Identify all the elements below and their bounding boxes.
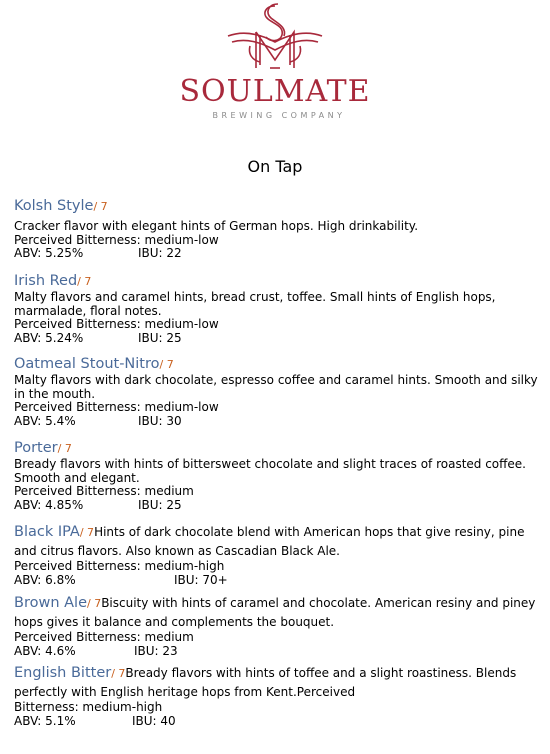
beer-name: Kolsh Style [14,198,94,214]
beer-bitterness: Perceived Bitterness: medium-low [14,232,219,247]
beer-name: Porter [14,440,58,456]
beer-item-irish-red [14,272,538,345]
beer-bitterness: Perceived Bitterness: medium [14,484,194,498]
beer-description: Biscuity with hints of caramel and chocolate. American resiny and piney hops gives it balance and complements the bouquet. [14,596,536,629]
beer-name: Irish Red [14,273,78,289]
page-title: On Tap [247,157,303,176]
beer-ibu: IBU: 40 [132,713,176,728]
beer-bitterness: Perceived Bitterness: medium-low [14,400,219,414]
beer-price: / 7 [77,275,92,288]
beer-description: Bready flavors with hints of toffee and a slight roastiness. Blends perfectly with English heritage hops from Kent.Perceived [14,666,517,699]
beer-abv: ABV: 4.6% [14,643,76,658]
beer-description: Bready flavors with hints of bittersweet chocolate and slight traces of roasted coffee. Smooth and elegant. [14,457,526,485]
beer-item-oatmeal-stout-nitro [14,355,538,428]
beer-name: Black IPA [14,524,80,540]
beer-item-brown-ale [14,594,538,658]
beer-item-kolsh-style [14,197,538,261]
brand-name: SOULMATE [179,74,371,109]
beer-price: / 7 [111,667,126,680]
soulmate-emblem-icon [220,2,330,78]
brand-tagline: BREWING COMPANY [212,111,346,120]
beer-item-black-ipa [14,523,538,587]
beer-price: / 7 [159,358,174,371]
beer-item-english-bitter [14,664,538,728]
beer-price: / 7 [87,597,102,610]
beer-description: Cracker flavor with elegant hints of German hops. High drinkability. [14,219,419,233]
beer-description: Malty flavors and caramel hints, bread crust, toffee. Small hints of English hops, marmalade, floral notes. [14,290,496,318]
beer-abv: ABV: 5.1% [14,713,76,728]
beer-price: / 7 [79,526,95,539]
beer-price: / 7 [57,442,72,455]
beer-name: Oatmeal Stout-Nitro [14,356,160,372]
beer-abv: ABV: 5.4% [14,413,76,428]
beer-ibu: IBU: 22 [138,246,182,260]
beer-price: / 7 [93,200,108,213]
beer-abv: ABV: 4.85% [14,497,84,512]
beer-ibu: IBU: 25 [138,330,182,345]
beer-name: English Bitter [14,665,112,681]
beer-ibu: IBU: 25 [138,497,182,512]
beer-abv: ABV: 5.25% [14,246,84,260]
beer-bitterness: Perceived Bitterness: medium-low [14,317,219,331]
beer-description: Hints of dark chocolate blend with American hops that give resiny, pine and citrus flavors. Also known as Cascadian Black Ale. [14,525,525,558]
beer-ibu: IBU: 23 [134,643,178,658]
beer-bitterness: Perceived Bitterness: medium [14,630,194,644]
beer-ibu: IBU: 70+ [174,572,228,587]
beer-abv: ABV: 6.8% [14,572,76,587]
beer-ibu: IBU: 30 [138,413,182,428]
beer-bitterness: Bitterness: medium-high [14,700,163,714]
beer-bitterness: Perceived Bitterness: medium-high [14,559,225,573]
beer-item-porter [14,439,538,512]
brand-logo [0,0,550,130]
beer-description: Malty flavors with dark chocolate, espresso coffee and caramel hints. Smooth and silky in the mouth. [14,373,538,401]
beer-name: Brown Ale [14,595,87,611]
beer-abv: ABV: 5.24% [14,330,84,345]
